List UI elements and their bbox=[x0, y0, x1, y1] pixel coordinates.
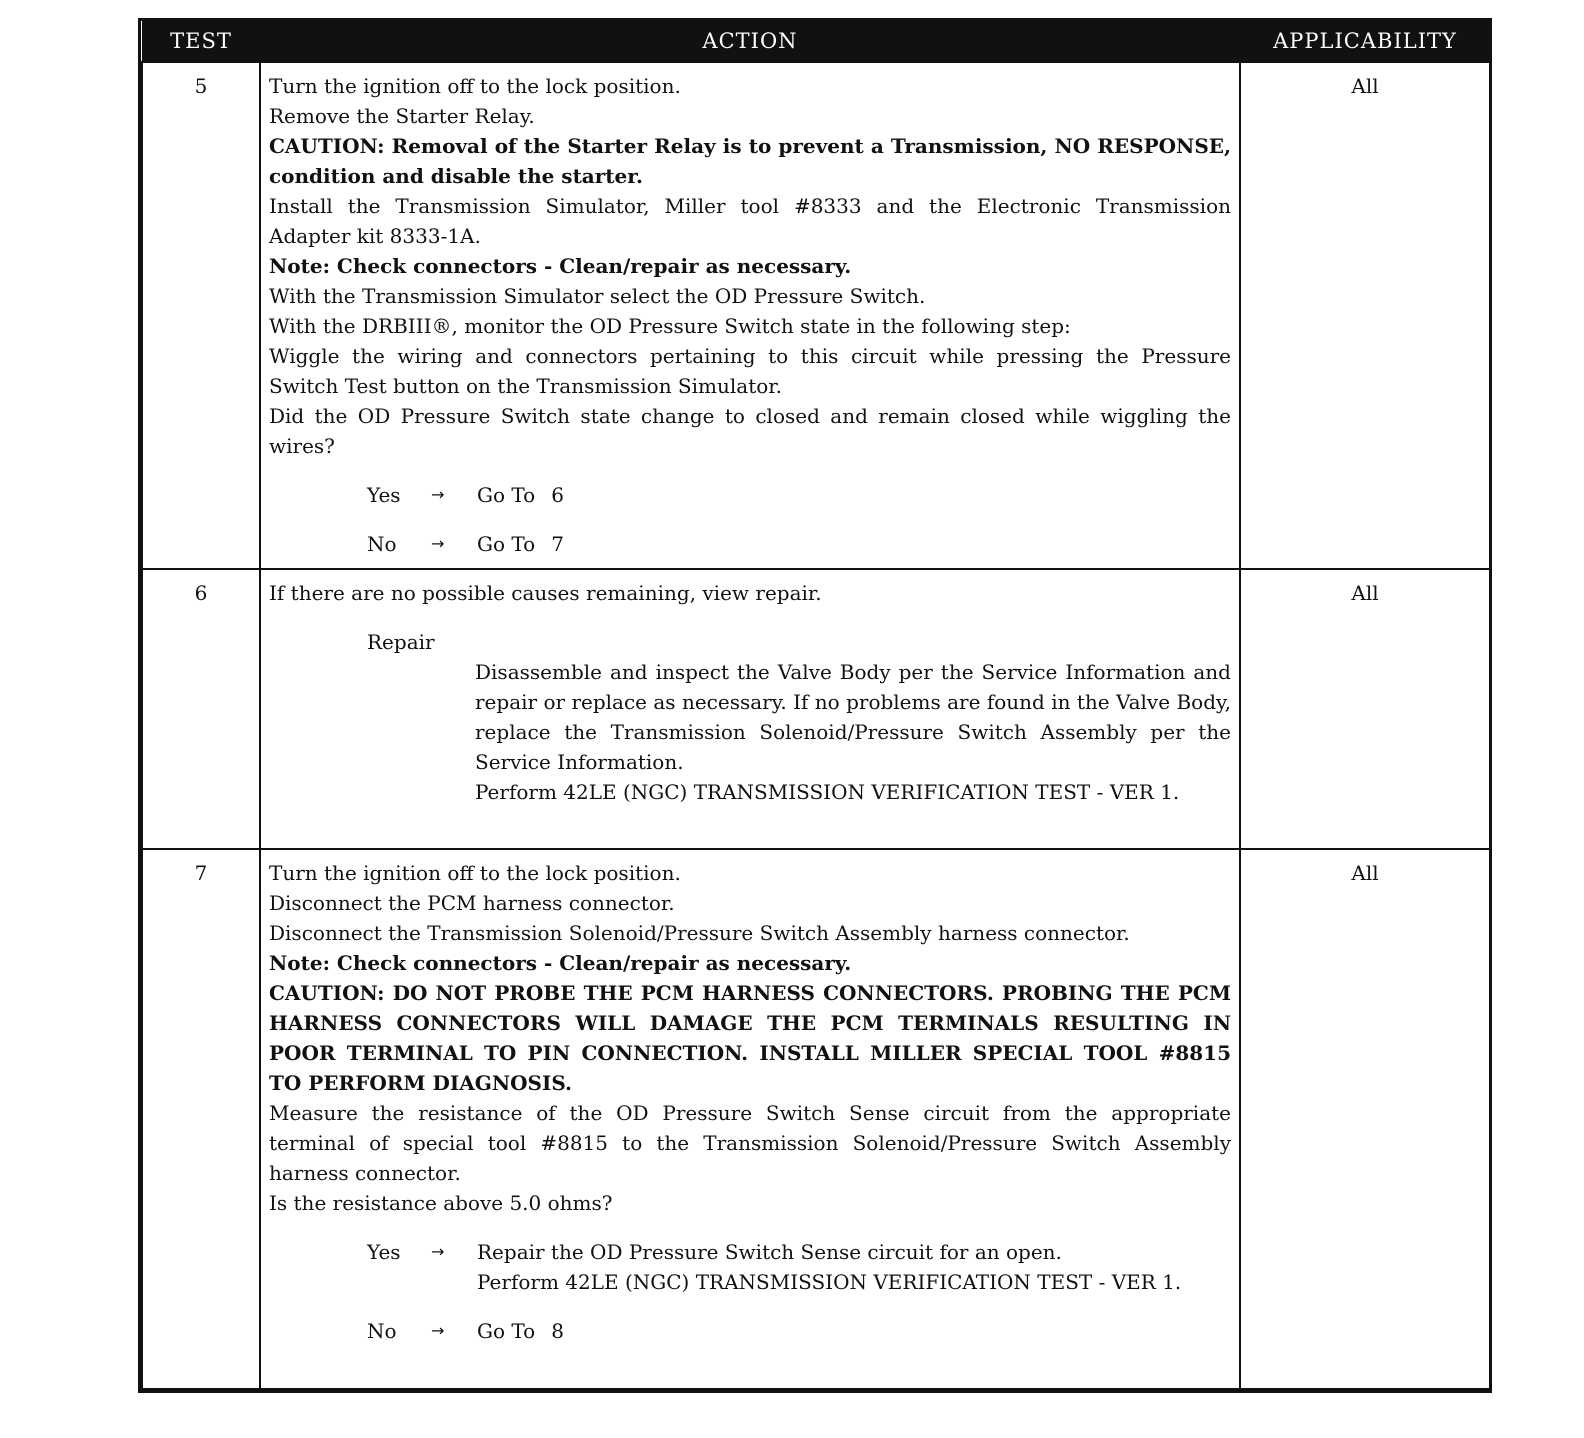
no-branch bbox=[269, 529, 1231, 559]
action-step: Install the Transmission Simulator, Miller tool #8333 and the Electronic Transmission Adapter kit 8333-1A. bbox=[269, 194, 1231, 248]
question-text: Did the OD Pressure Switch state change to closed and remain closed while wiggling the wires? bbox=[269, 404, 1231, 458]
branch-result bbox=[477, 529, 1231, 559]
action-step: Wiggle the wiring and connectors pertaining to this circuit while pressing the Pressure Switch Test button on the Transmission Simulator. bbox=[269, 344, 1231, 398]
question-text: Is the resistance above 5.0 ohms? bbox=[269, 1191, 613, 1215]
test-table bbox=[141, 21, 1491, 1390]
repair-instruction: Perform 42LE (NGC) TRANSMISSION VERIFICATION TEST - VER 1. bbox=[475, 780, 1180, 804]
branch-result bbox=[477, 480, 1231, 510]
arrow-right-icon: → bbox=[431, 1321, 445, 1340]
action-step: Turn the ignition off to the lock position. bbox=[269, 74, 681, 98]
no-branch bbox=[269, 1316, 1231, 1346]
table-row bbox=[142, 849, 1490, 1389]
test-number: 7 bbox=[142, 849, 260, 1389]
action-step: Remove the Starter Relay. bbox=[269, 104, 535, 128]
note-text: Note: Check connectors - Clean/repair as necessary. bbox=[269, 254, 852, 278]
no-label: No bbox=[367, 532, 397, 556]
goto-target: 7 bbox=[551, 532, 564, 556]
action-step: Disconnect the Transmission Solenoid/Pressure Switch Assembly harness connector. bbox=[269, 921, 1130, 945]
applicability-value: All bbox=[1240, 569, 1490, 849]
yes-label: Yes bbox=[367, 1240, 401, 1264]
yes-label: Yes bbox=[367, 483, 401, 507]
repair-label: Repair bbox=[367, 630, 435, 654]
action-step: Disconnect the PCM harness connector. bbox=[269, 891, 675, 915]
goto-label: Go To bbox=[477, 483, 536, 507]
note-text: Note: Check connectors - Clean/repair as necessary. bbox=[269, 951, 852, 975]
action-step: Turn the ignition off to the lock position. bbox=[269, 861, 681, 885]
arrow-right-icon: → bbox=[431, 534, 445, 553]
header-test: TEST bbox=[142, 21, 260, 62]
goto-label: Go To bbox=[477, 532, 536, 556]
action-cell bbox=[260, 569, 1240, 849]
table-row bbox=[142, 62, 1490, 569]
action-step: If there are no possible causes remaining, view repair. bbox=[269, 581, 822, 605]
caution-text: CAUTION: Removal of the Starter Relay is to prevent a Transmission, NO RESPONSE, condition and disable the starter. bbox=[269, 134, 1231, 188]
applicability-value: All bbox=[1240, 62, 1490, 569]
action-step: Measure the resistance of the OD Pressure Switch Sense circuit from the appropriate terminal of special tool #8815 to the Transmission Solenoid/Pressure Switch Assembly harness connector. bbox=[269, 1101, 1231, 1185]
diagnostic-test-table bbox=[138, 18, 1492, 1393]
goto-label: Go To bbox=[477, 1319, 536, 1343]
action-step: With the DRBIII®, monitor the OD Pressure Switch state in the following step: bbox=[269, 314, 1071, 338]
result-text: Repair the OD Pressure Switch Sense circuit for an open. bbox=[477, 1240, 1062, 1264]
repair-instruction: Disassemble and inspect the Valve Body per the Service Information and repair or replace as necessary. If no problems are found in the Valve Body, replace the Transmission Solenoid/Pressure Switch Assembly per the Service Information. bbox=[475, 660, 1231, 774]
goto-target: 8 bbox=[551, 1319, 564, 1343]
arrow-right-icon: → bbox=[431, 1242, 445, 1261]
no-label: No bbox=[367, 1319, 397, 1343]
branch-result bbox=[477, 1316, 1231, 1346]
result-text: Perform 42LE (NGC) TRANSMISSION VERIFICATION TEST - VER 1. bbox=[477, 1270, 1182, 1294]
action-cell bbox=[260, 849, 1240, 1389]
table-header-row bbox=[142, 21, 1490, 62]
yes-branch bbox=[269, 1237, 1231, 1297]
action-cell bbox=[260, 62, 1240, 569]
yes-branch bbox=[269, 480, 1231, 510]
repair-block bbox=[269, 627, 1231, 807]
test-number: 5 bbox=[142, 62, 260, 569]
branch-result bbox=[477, 1237, 1231, 1297]
applicability-value: All bbox=[1240, 849, 1490, 1389]
table-row bbox=[142, 569, 1490, 849]
goto-target: 6 bbox=[551, 483, 564, 507]
header-applicability: APPLICABILITY bbox=[1240, 21, 1490, 62]
arrow-right-icon: → bbox=[431, 485, 445, 504]
test-number: 6 bbox=[142, 569, 260, 849]
header-action: ACTION bbox=[260, 21, 1240, 62]
action-step: With the Transmission Simulator select the OD Pressure Switch. bbox=[269, 284, 926, 308]
caution-text: CAUTION: DO NOT PROBE THE PCM HARNESS CONNECTORS. PROBING THE PCM HARNESS CONNECTORS WILL DAMAGE THE PCM TERMINALS RESULTING IN POOR TERMINAL TO PIN CONNECTION. INSTALL MILLER SPECIAL TOOL #8815 TO PERFORM DIAGNOSIS. bbox=[269, 981, 1231, 1095]
